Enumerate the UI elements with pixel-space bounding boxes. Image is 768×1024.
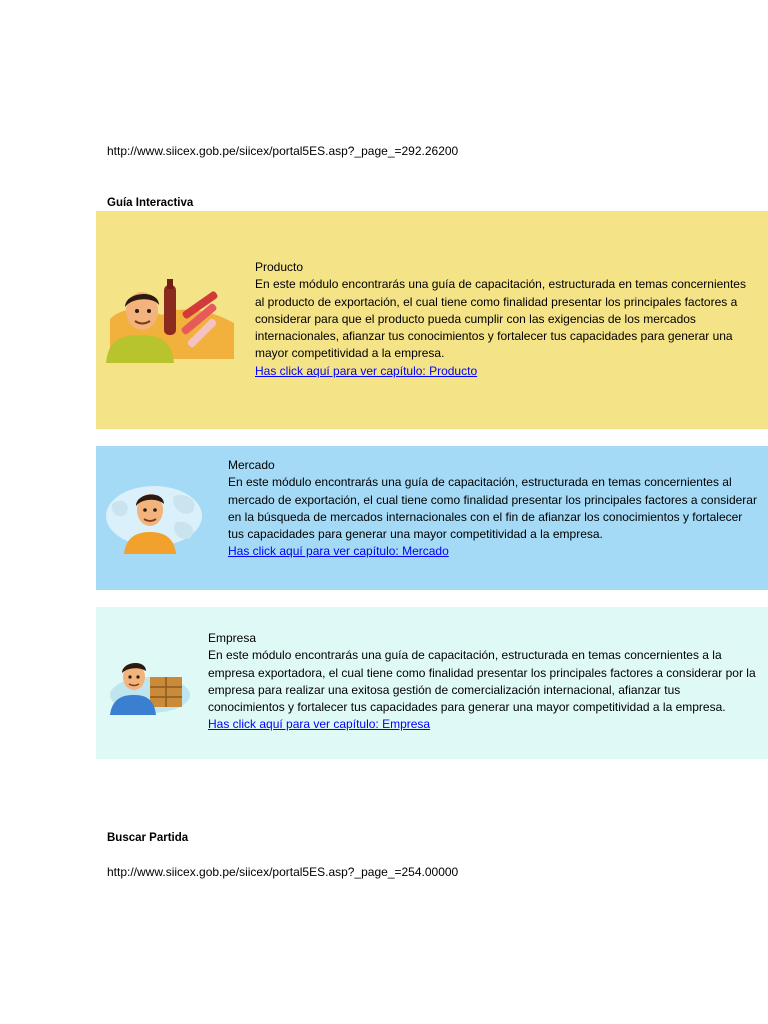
module-panel-producto [96,211,768,429]
module-text-empresa [208,630,760,734]
module-description: En este módulo encontrarás una guía de capacitación, estructurada en temas concernientes al mercado de exportación, el cual tiene como finalidad presentar los principales factores a considerar en la búsqueda de mercados internacionales con el fin de afianzar los conocimientos y fortalecer tus capacidades para generar una mayor competitividad a la empresa. [228,475,757,542]
producto-chapter-link[interactable]: Has click aquí para ver capítulo: Producto [255,363,478,378]
company-illustration-icon [106,655,190,715]
module-title: Producto [255,260,304,274]
market-illustration-icon [104,482,204,554]
product-illustration-icon [106,279,236,363]
module-title: Empresa [208,631,257,645]
search-title: Buscar Partida [107,832,189,844]
bottom-url-text: http://www.siicex.gob.pe/siicex/portal5ES.asp?_page_=254.00000 [107,865,459,879]
module-title: Mercado [228,458,275,472]
section-title: Guía Interactiva [107,197,194,209]
module-panel-empresa [96,607,768,759]
module-panel-mercado [96,446,768,590]
top-url-text: http://www.siicex.gob.pe/siicex/portal5ES.asp?_page_=292.26200 [107,144,459,158]
module-text-producto [255,259,755,380]
empresa-chapter-link[interactable]: Has click aquí para ver capítulo: Empresa [208,717,431,732]
module-description: En este módulo encontrarás una guía de capacitación, estructurada en temas concernientes al producto de exportación, el cual tiene como finalidad presentar los principales factores a considerar para que el producto pueda cumplir con las exigencias de los mercados internacionales, afianzar tus conocimientos y fortalecer tus capacidades para generar una mayor competitividad a la empresa. [255,277,746,361]
module-description: En este módulo encontrarás una guía de capacitación, estructurada en temas concernientes a la empresa exportadora, el cual tiene como finalidad presentar los principales factores a considerar por la empresa para realizar una exitosa gestión de comercialización internacional, afianzar tus conocimientos y fortalecer tus capacidades para generar una mayor competitividad a la empresa. [208,648,756,715]
mercado-chapter-link[interactable]: Has click aquí para ver capítulo: Mercado [228,544,449,559]
module-text-mercado [228,457,760,561]
